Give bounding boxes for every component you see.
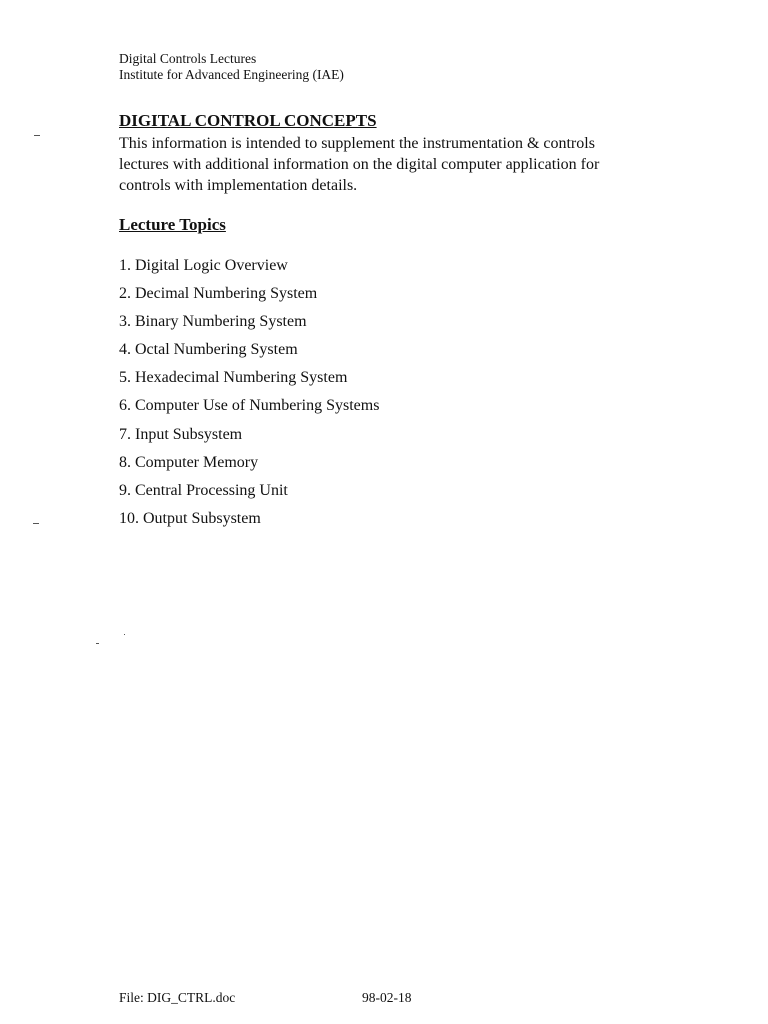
topic-item: 1. Digital Logic Overview (119, 257, 288, 274)
header-institute-name: Institute for Advanced Engineering (IAE) (119, 67, 344, 82)
topics-heading: Lecture Topics (119, 215, 226, 234)
topic-item: 6. Computer Use of Numbering Systems (119, 397, 380, 415)
document-header (119, 51, 344, 83)
topic-item: 8. Computer Memory (119, 453, 259, 471)
topic-item: 10. Output Subsystem (119, 509, 261, 527)
topics-list (119, 255, 379, 536)
topic-item: 4. Octal Numbering System (119, 341, 298, 359)
topic-item: 2. Decimal Numbering System (119, 285, 318, 303)
topic-item: 7. Input Subsystem (119, 425, 243, 443)
scan-speck (33, 523, 39, 524)
scan-speck (124, 634, 125, 635)
scan-speck (34, 135, 40, 136)
intro-paragraph: This information is intended to supplement the instrumentation & controls lectures with additional information on the digital computer application for controls with implementation details. (119, 135, 600, 194)
topic-item: 5. Hexadecimal Numbering System (119, 369, 348, 387)
topic-item: 9. Central Processing Unit (119, 481, 288, 499)
topic-item: 3. Binary Numbering System (119, 313, 307, 331)
document-title: DIGITAL CONTROL CONCEPTS (119, 111, 377, 130)
scan-speck (96, 643, 99, 644)
header-course-name: Digital Controls Lectures (119, 51, 257, 66)
footer-file-name: File: DIG_CTRL.doc (119, 990, 236, 1005)
footer-date: 98-02-18 (362, 990, 412, 1005)
